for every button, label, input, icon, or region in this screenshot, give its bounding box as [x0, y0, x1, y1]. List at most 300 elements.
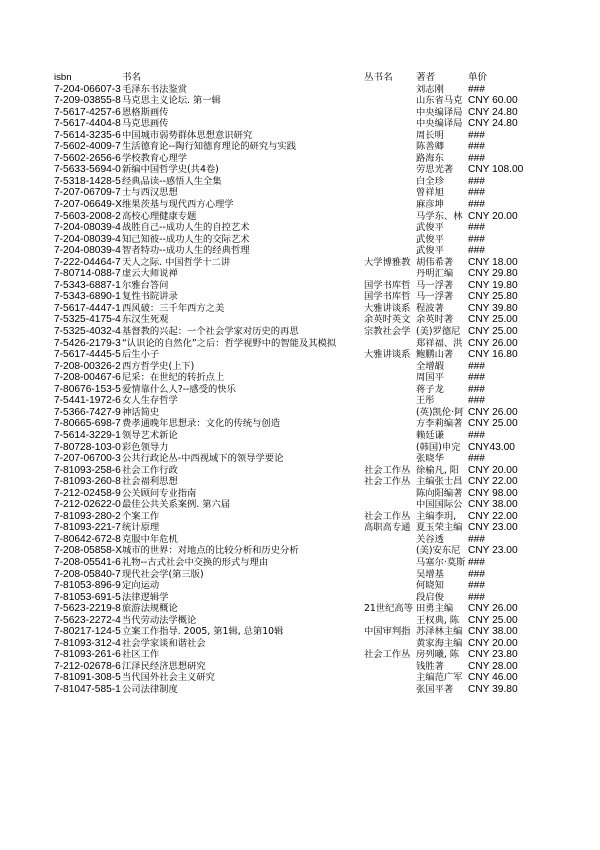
series-cell [364, 95, 416, 107]
title-cell: 神话简史 [121, 406, 160, 418]
series-cell: 大雅讲谈系 [363, 302, 411, 314]
title-cell: 立案工作指导. 2005, 第1辑, 总第10辑 [121, 626, 284, 638]
table-row [54, 141, 528, 153]
table-row [54, 222, 528, 234]
author-cell: 余英时著 [415, 314, 454, 326]
isbn-cell: 7-208-00326-2 [54, 360, 121, 372]
author-cell: 胡伟希著 [415, 256, 454, 268]
price-cell: CNY 24.80 [467, 106, 518, 118]
series-cell [364, 361, 416, 373]
isbn-cell: 7-5325-4175-4 [54, 314, 121, 326]
author-cell: 马一浮著 [415, 291, 454, 303]
price-cell: ### [467, 360, 485, 372]
table-row [54, 661, 528, 673]
series-cell [364, 222, 416, 234]
series-cell [364, 164, 416, 176]
author-cell: 路海东 [415, 152, 444, 164]
series-cell: 21世纪高等 [363, 603, 413, 615]
price-cell: ### [467, 152, 485, 164]
author-cell: 武俊平 [415, 245, 444, 257]
price-cell: ### [467, 187, 485, 199]
table-row [54, 626, 528, 638]
isbn-cell: 7-5623-2272-4 [54, 614, 121, 626]
price-cell: CNY 20.00 [467, 637, 518, 649]
series-cell [364, 418, 416, 430]
series-cell [364, 407, 416, 419]
author-cell: 陈向阳编著 [415, 487, 463, 499]
isbn-cell: 7-207-06709-7 [54, 187, 121, 199]
title-cell: 旅游法规概论 [121, 603, 178, 615]
price-cell: CNY 16.80 [467, 349, 518, 361]
author-cell: 房列曦, 陈 [415, 649, 460, 661]
price-cell: ### [467, 580, 485, 592]
series-cell [364, 534, 416, 546]
title-cell: 法律逻辑学 [121, 591, 169, 603]
title-cell: 当代国外社会主义研究 [121, 672, 215, 684]
isbn-cell: 7-81093-312-4 [54, 637, 121, 649]
price-cell: CNY 22.00 [467, 476, 518, 488]
header-series: 丛书名 [363, 72, 393, 83]
title-cell: 高校心理健康专题 [121, 210, 197, 222]
series-cell [364, 153, 416, 165]
isbn-cell: 7-81091-308-5 [54, 672, 121, 684]
title-cell: 公共行政论丛-中西视域下的领导学要论 [121, 453, 284, 465]
price-cell: CNY 38.00 [467, 499, 518, 511]
price-cell: CNY 39.80 [467, 302, 518, 314]
isbn-cell: 7-5441-1972-6 [54, 395, 121, 407]
isbn-cell: 7-207-06649-X [54, 199, 122, 211]
title-cell: 恩格斯画传 [121, 106, 169, 118]
isbn-cell: 7-204-08039-4 [54, 233, 121, 245]
series-cell [364, 234, 416, 246]
price-cell: CNY 23.00 [467, 522, 518, 534]
series-cell [364, 372, 416, 384]
author-cell: 武俊平 [415, 233, 444, 245]
isbn-cell: 7-5623-2219-8 [54, 603, 121, 615]
title-cell: 社区工作 [121, 649, 160, 661]
table-row [54, 407, 528, 419]
table-row [54, 314, 528, 326]
title-cell: 公司法律制度 [121, 683, 178, 695]
price-cell: CNY 25.00 [467, 418, 518, 430]
series-cell [364, 107, 416, 119]
author-cell: (英)凯伦·阿 [415, 406, 464, 418]
author-cell: 周长明 [415, 129, 444, 141]
header-isbn: isbn [54, 72, 72, 83]
series-cell: 社会工作丛 [363, 476, 411, 488]
title-cell: 东汉生死观 [121, 314, 169, 326]
table-row [54, 384, 528, 396]
table-row [54, 522, 528, 534]
price-cell: ### [467, 453, 485, 465]
title-cell: 尔雅台答问 [121, 279, 169, 291]
series-cell [364, 661, 416, 673]
isbn-cell: 7-80665-698-7 [54, 418, 121, 430]
isbn-cell: 7-5617-4257-6 [54, 106, 121, 118]
title-cell: 社会福利思想 [121, 476, 178, 488]
table-row [54, 511, 528, 523]
series-cell [364, 442, 416, 454]
price-cell: ### [467, 175, 485, 187]
price-cell: ### [467, 383, 485, 395]
isbn-cell: 7-222-04464-7 [54, 256, 121, 268]
table-row [54, 291, 528, 303]
author-cell: (美)罗德尼 [415, 326, 461, 338]
author-cell: 周国平 [415, 372, 444, 384]
table-row [54, 476, 528, 488]
price-cell: CNY 26.00 [467, 337, 518, 349]
series-cell [364, 141, 416, 153]
table-row [54, 453, 528, 465]
author-cell: 钱胜著 [415, 660, 444, 672]
isbn-cell: 7-212-02678-6 [54, 660, 121, 672]
price-cell: CNY 38.00 [467, 626, 518, 638]
price-cell: ### [467, 83, 485, 95]
price-cell: CNY 26.00 [467, 406, 518, 418]
title-cell: 复性书院讲录 [121, 291, 178, 303]
author-cell: 马一浮著 [415, 279, 454, 291]
series-cell [364, 638, 416, 650]
table-row [54, 187, 528, 199]
title-cell: 克服中年危机 [121, 533, 178, 545]
isbn-cell: 7-5617-4404-8 [54, 118, 121, 130]
table-row [54, 569, 528, 581]
isbn-cell: 7-209-03855-8 [54, 95, 121, 107]
isbn-cell: 7-81093-280-2 [54, 510, 121, 522]
table-row [54, 592, 528, 604]
isbn-cell: 7-80676-153-5 [54, 383, 121, 395]
author-cell: 张晓华 [415, 453, 444, 465]
series-cell [364, 569, 416, 581]
author-cell: 主编范广军 [415, 672, 463, 684]
series-cell [364, 615, 416, 627]
isbn-cell: 7-204-06607-3 [54, 83, 121, 95]
price-cell: ### [467, 556, 485, 568]
title-cell: 经典品读--感悟人生全集 [121, 175, 222, 187]
table-row [54, 338, 528, 350]
price-cell: CNY 60.00 [467, 95, 518, 107]
price-cell: ### [467, 233, 485, 245]
price-cell: CNY 20.00 [467, 210, 518, 222]
price-cell: ### [467, 141, 485, 153]
title-cell: 中国城市弱势群体思想意识研究 [121, 129, 253, 141]
price-cell: ### [467, 245, 485, 257]
table-row [54, 268, 528, 280]
series-cell: 国学书库哲 [363, 291, 411, 303]
price-cell: CNY 46.00 [467, 672, 518, 684]
price-cell: CNY43.00 [467, 441, 515, 453]
author-cell: 张国平著 [415, 683, 454, 695]
isbn-cell: 7-5617-4445-5 [54, 349, 121, 361]
author-cell: 白全珍 [415, 175, 444, 187]
series-cell: 社会工作丛 [363, 510, 411, 522]
author-cell: 赖廷谦 [415, 429, 444, 441]
table-row [54, 303, 528, 315]
price-cell: ### [467, 199, 485, 211]
author-cell: 马塞尔·莫斯 [415, 556, 466, 568]
author-cell: 曾祥旭 [415, 187, 444, 199]
price-cell: ### [467, 568, 485, 580]
author-cell: 主编李玥, [415, 510, 457, 522]
table-row [54, 84, 528, 96]
isbn-cell: 7-5602-2656-6 [54, 152, 121, 164]
price-cell: CNY 19.80 [467, 279, 518, 291]
table-row [54, 130, 528, 142]
series-cell [364, 84, 416, 96]
table-row [54, 257, 528, 269]
table-row [54, 545, 528, 557]
isbn-cell: 7-81093-261-6 [54, 649, 121, 661]
title-cell: 知己知彼--成功人生的交际艺术 [121, 233, 250, 245]
isbn-cell: 7-5617-4447-1 [54, 302, 121, 314]
series-cell [364, 199, 416, 211]
author-cell: 中央编译局 [415, 118, 463, 130]
series-cell: 宗教社会学 [363, 326, 411, 338]
isbn-cell: 7-208-00467-6 [54, 372, 121, 384]
author-cell: 主编张士昌 [415, 476, 463, 488]
isbn-cell: 7-80714-088-7 [54, 268, 121, 280]
author-cell: 关谷透 [415, 533, 444, 545]
series-cell [364, 268, 416, 280]
isbn-cell: 7-81093-221-7 [54, 522, 121, 534]
price-cell: CNY 22.00 [467, 510, 518, 522]
isbn-cell: 7-5343-6890-1 [54, 291, 121, 303]
isbn-cell: 7-5602-4009-7 [54, 141, 121, 153]
isbn-cell: 7-5426-2179-3 [54, 337, 121, 349]
series-cell: 高职高专通 [363, 522, 411, 534]
table-row [54, 557, 528, 569]
author-cell: 王彤 [415, 395, 435, 407]
author-cell: 程波著 [415, 302, 444, 314]
series-cell: 社会工作丛 [363, 464, 411, 476]
author-cell: 全增嘏 [415, 360, 444, 372]
isbn-cell: 7-212-02458-9 [54, 487, 121, 499]
isbn-cell: 7-5603-2008-2 [54, 210, 121, 222]
series-cell [364, 545, 416, 557]
series-cell: 中国审判指 [363, 626, 411, 638]
header-price: 单价 [467, 72, 488, 83]
author-cell: 苏泽林主编 [415, 626, 463, 638]
series-cell [364, 384, 416, 396]
series-cell: 余英时英文 [363, 314, 411, 326]
title-cell: 礼物--古式社会中交换的形式与理由 [121, 556, 269, 568]
title-cell: 马克思主义论坛. 第一辑 [121, 95, 221, 107]
title-cell: 领导艺术新论 [121, 429, 178, 441]
title-cell: 智者特功--成功人生的经典哲理 [121, 245, 250, 257]
series-cell [364, 176, 416, 188]
table-row [54, 349, 528, 361]
title-cell: 新编中国哲学史(共4卷) [121, 164, 219, 176]
author-cell: 王权典, 陈 [415, 614, 460, 626]
isbn-cell: 7-204-08039-4 [54, 222, 121, 234]
series-cell [364, 430, 416, 442]
table-row [54, 361, 528, 373]
author-cell: 陈善卿 [415, 141, 444, 153]
title-cell: 西风破：三千年西方之美 [121, 302, 225, 314]
table-row [54, 199, 528, 211]
price-cell: CNY 25.80 [467, 291, 518, 303]
isbn-cell: 7-80728-103-0 [54, 441, 121, 453]
series-cell [364, 187, 416, 199]
price-cell: ### [467, 222, 485, 234]
title-cell: 爱情靠什么人?--感受的快乐 [121, 383, 236, 395]
table-row [54, 176, 528, 188]
series-cell [364, 592, 416, 604]
table-row [54, 684, 528, 696]
author-cell: 吴增基 [415, 568, 444, 580]
title-cell: 定向运动 [121, 580, 160, 592]
table-row [54, 95, 528, 107]
author-cell: 丹明汇编 [415, 268, 454, 280]
series-cell [364, 684, 416, 696]
price-cell: CNY 108.00 [467, 164, 524, 176]
table-row [54, 395, 528, 407]
isbn-cell: 7-5318-1428-5 [54, 175, 121, 187]
title-cell: 彩色领导力 [121, 441, 169, 453]
price-cell: ### [467, 395, 485, 407]
title-cell: 尼采：在世纪的转折点上 [121, 372, 225, 384]
author-cell: 中国国际公 [415, 499, 463, 511]
title-cell: 后生小子 [121, 349, 160, 361]
isbn-cell: 7-5366-7427-9 [54, 406, 121, 418]
series-cell [364, 672, 416, 684]
table-row [54, 418, 528, 430]
title-cell: 学校教育心理学 [121, 152, 188, 164]
table-row [54, 430, 528, 442]
table-row [54, 326, 528, 338]
isbn-cell: 7-5343-6887-1 [54, 279, 121, 291]
price-cell: CNY 23.00 [467, 545, 518, 557]
title-cell: 西方哲学史(上下) [121, 360, 195, 372]
isbn-cell: 7-208-05840-7 [54, 568, 121, 580]
title-cell: 统计原理 [121, 522, 160, 534]
table-row [54, 534, 528, 546]
series-cell [364, 245, 416, 257]
series-cell [364, 338, 416, 350]
table-row [54, 118, 528, 130]
author-cell: (韩国)申完 [415, 441, 461, 453]
table-row [54, 164, 528, 176]
price-cell: ### [467, 129, 485, 141]
author-cell: 段启俊 [415, 591, 444, 603]
table-row [54, 245, 528, 257]
title-cell: 女人生存哲学 [121, 395, 178, 407]
author-cell: 何晓知 [415, 580, 444, 592]
series-cell [364, 580, 416, 592]
isbn-cell: 7-80217-124-5 [54, 626, 121, 638]
table-row [54, 442, 528, 454]
price-cell: CNY 25.00 [467, 314, 518, 326]
title-cell: 当代劳动法学概论 [121, 614, 197, 626]
isbn-cell: 7-5633-5694-0 [54, 164, 121, 176]
table-row [54, 153, 528, 165]
series-cell: 社会工作丛 [363, 649, 411, 661]
series-cell: 大学博雅教 [363, 256, 411, 268]
table-row [54, 372, 528, 384]
title-cell: 费孝通晚年思想录：文化的传统与创造 [121, 418, 281, 430]
price-cell: ### [467, 533, 485, 545]
isbn-cell: 7-5325-4032-4 [54, 326, 121, 338]
isbn-cell: 7-208-05858-X [54, 545, 122, 557]
author-cell: 中央编译局 [415, 106, 463, 118]
title-cell: 虚云大师说禅 [121, 268, 178, 280]
title-cell: 现代社会学(第三版) [121, 568, 204, 580]
title-cell: 公关顾问专业指南 [121, 487, 197, 499]
series-cell [364, 395, 416, 407]
title-cell: 毛泽东书法鉴赏 [121, 83, 188, 95]
table-row [54, 615, 528, 627]
title-cell: 江泽民经济思想研究 [121, 660, 206, 672]
isbn-cell: 7-81053-691-5 [54, 591, 121, 603]
price-cell: CNY 28.00 [467, 660, 518, 672]
price-cell: CNY 25.00 [467, 326, 518, 338]
table-row [54, 672, 528, 684]
author-cell: 麻彦坤 [415, 199, 444, 211]
price-cell: CNY 18.00 [467, 256, 518, 268]
table-row [54, 280, 528, 292]
series-cell [364, 453, 416, 465]
series-cell: 国学书库哲 [363, 279, 411, 291]
price-cell: CNY 39.80 [467, 683, 518, 695]
isbn-cell: 7-80642-672-8 [54, 533, 121, 545]
price-cell: CNY 20.00 [467, 464, 518, 476]
series-cell [364, 118, 416, 130]
isbn-cell: 7-5614-3229-1 [54, 429, 121, 441]
table-row [54, 465, 528, 477]
series-cell [364, 499, 416, 511]
series-cell [364, 130, 416, 142]
isbn-cell: 7-212-02622-0 [54, 499, 121, 511]
title-cell: 天人之际. 中国哲学十二讲 [121, 256, 231, 268]
series-cell [364, 488, 416, 500]
table-row [54, 211, 528, 223]
isbn-cell: 7-204-08039-4 [54, 245, 121, 257]
table-row [54, 234, 528, 246]
title-cell: 社会学家谈和谐社会 [121, 637, 206, 649]
price-cell: ### [467, 429, 485, 441]
title-cell: 士与西汉思想 [121, 187, 178, 199]
price-cell: CNY 29.80 [467, 268, 518, 280]
title-cell: 最佳公共关系案例. 第六届 [121, 499, 231, 511]
price-cell: CNY 98.00 [467, 487, 518, 499]
isbn-cell: 7-81093-260-8 [54, 476, 121, 488]
table-body [54, 84, 528, 696]
author-cell: 劳思光著 [415, 164, 454, 176]
table-row [54, 638, 528, 650]
author-cell: 黄家海主编 [415, 637, 463, 649]
author-cell: 方李莉编著 [415, 418, 463, 430]
title-cell: 个案工作 [121, 510, 160, 522]
header-title: 书名 [121, 72, 142, 83]
title-cell: 基督教的兴起：一个社会学家对历史的再思 [121, 326, 299, 338]
isbn-cell: 7-81053-896-9 [54, 580, 121, 592]
title-cell: 社会工作行政 [121, 464, 178, 476]
isbn-cell: 7-207-06700-3 [54, 453, 121, 465]
book-table [54, 72, 528, 696]
price-cell: ### [467, 591, 485, 603]
author-cell: 夏玉荣主编 [415, 522, 463, 534]
author-cell: 蒋子龙 [415, 383, 444, 395]
author-cell: 马学东、林 [415, 210, 463, 222]
title-cell: 城市的世界：对地点的比较分析和历史分析 [121, 545, 299, 557]
table-row [54, 488, 528, 500]
title-cell: “认识论的自然化”之后：哲学视野中的智能及其模拟 [121, 337, 337, 349]
title-cell: 马克思画传 [121, 118, 169, 130]
author-cell: 山东省马克 [415, 95, 463, 107]
author-cell: (美)安东尼 [415, 545, 461, 557]
series-cell [364, 557, 416, 569]
header-row [54, 72, 528, 84]
